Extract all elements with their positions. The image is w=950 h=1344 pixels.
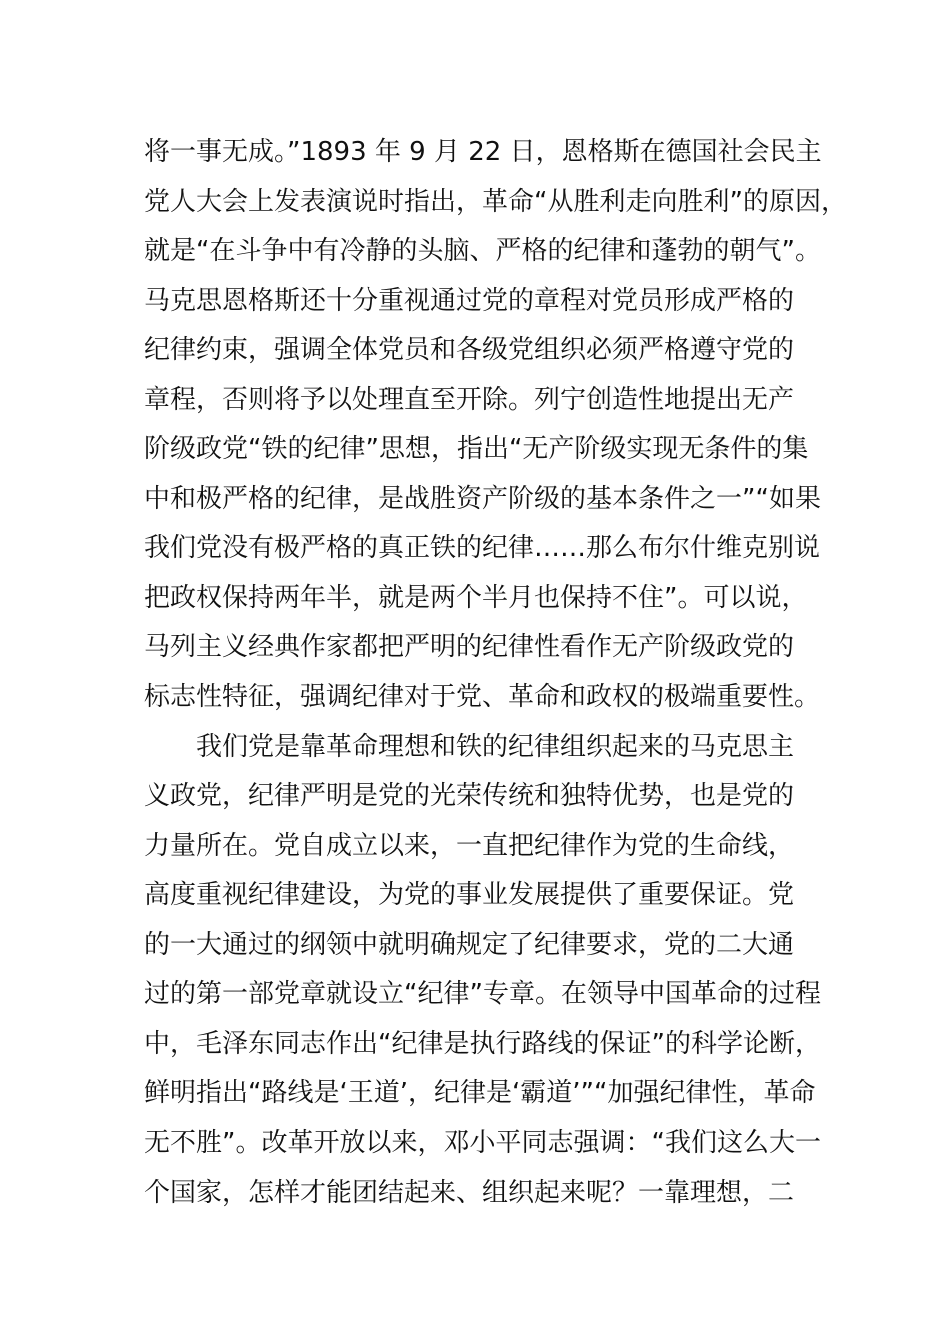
text-line: 个国家，怎样才能团结起来、组织起来呢？一靠理想，二: [144, 1178, 795, 1208]
text-line: 将一事无成。”1893 年 9 月 22 日，恩格斯在德国社会民主: [144, 137, 822, 167]
text-line: 鲜明指出“路线是‘王道’，纪律是‘霸道’”“加强纪律性，革命: [144, 1078, 816, 1108]
text-line: 我们党没有极严格的真正铁的纪律……那么布尔什维克别说: [144, 533, 821, 563]
text-line: 无不胜”。改革开放以来，邓小平同志强调：“我们这么大一: [144, 1128, 821, 1158]
text-line: 中和极严格的纪律，是战胜资产阶级的基本条件之一”“如果: [144, 484, 821, 514]
text-line: 马列主义经典作家都把严明的纪律性看作无产阶级政党的: [144, 632, 795, 662]
text-line: 义政党，纪律严明是党的光荣传统和独特优势，也是党的: [144, 781, 795, 811]
text-line: 阶级政党“铁的纪律”思想，指出“无产阶级实现无条件的集: [144, 434, 809, 464]
text-line: 力量所在。党自成立以来，一直把纪律作为党的生命线，: [144, 831, 795, 861]
text-line: 高度重视纪律建设，为党的事业发展提供了重要保证。党: [144, 880, 795, 910]
text-line: 党人大会上发表演说时指出，革命“从胜利走向胜利”的原因，: [144, 187, 847, 217]
text-line: 章程，否则将予以处理直至开除。列宁创造性地提出无产: [144, 385, 795, 415]
text-line: 马克思恩格斯还十分重视通过党的章程对党员形成严格的: [144, 286, 795, 316]
paragraph-first-line: 我们党是靠革命理想和铁的纪律组织起来的马克思主: [196, 732, 795, 762]
text-line: 的一大通过的纲领中就明确规定了纪律要求，党的二大通: [144, 930, 795, 960]
text-line: 就是“在斗争中有冷静的头脑、严格的纪律和蓬勃的朝气”。: [144, 236, 821, 266]
text-line: 标志性特征，强调纪律对于党、革命和政权的极端重要性。: [144, 682, 821, 712]
text-line: 中，毛泽东同志作出“纪律是执行路线的保证”的科学论断，: [144, 1029, 821, 1059]
text-line: 纪律约束，强调全体党员和各级党组织必须严格遵守党的: [144, 335, 795, 365]
text-line: 过的第一部党章就设立“纪律”专章。在领导中国革命的过程: [144, 979, 821, 1009]
text-line: 把政权保持两年半，就是两个半月也保持不住”。可以说，: [144, 583, 808, 613]
